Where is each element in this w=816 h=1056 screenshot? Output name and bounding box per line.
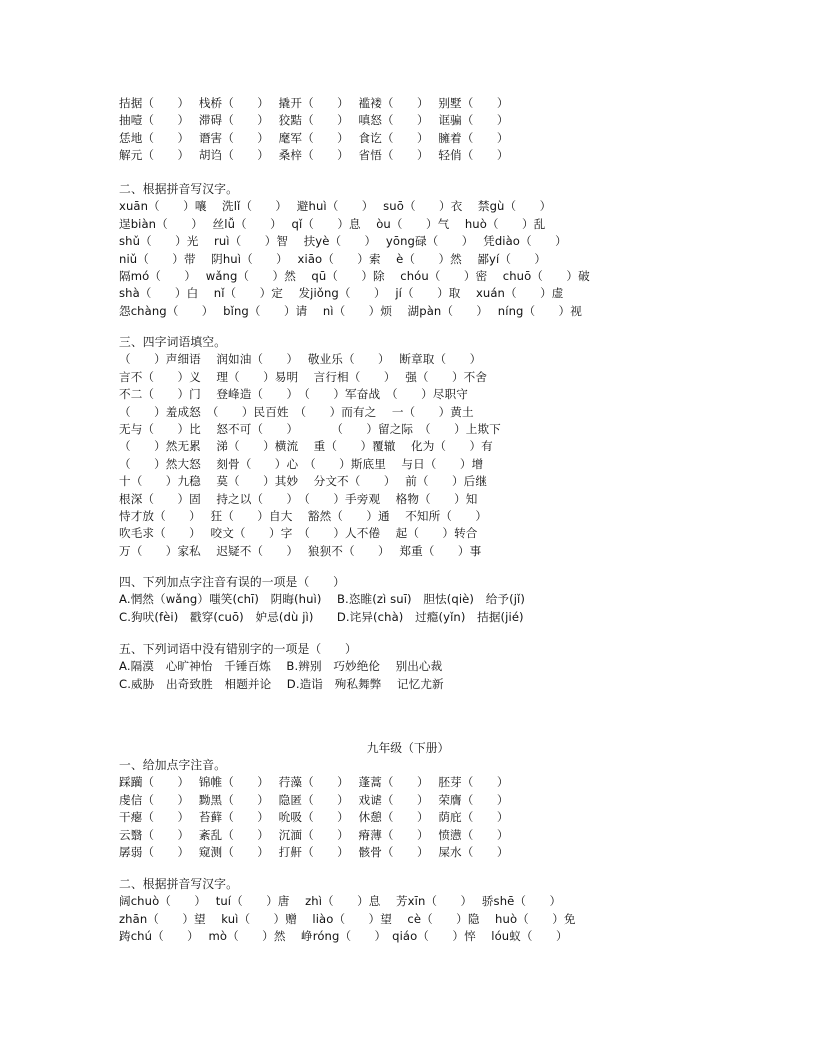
exercise-row: 隔mó（ ） wǎng（ ）然 qū（ ）除 chóu（ ）密 chuō（ ）破: [119, 268, 590, 283]
section-3-idiom-fill: [119, 334, 756, 560]
exercise-row: 言不（ ）义 理（ ）易明 言行相（ ） 强（ ）不舍: [119, 369, 488, 384]
exercise-row: 怨chàng（ ） bǐng（ ）请 nì（ ）烦 湖pàn（ ） níng（ ）视: [119, 303, 582, 318]
exercise-row: （ ）羞成怒 （ ）民百姓 （ ）而有之 一（ ）黄土: [119, 404, 474, 419]
question-stem: 四、下列加点字注音有误的一项是（ ）: [119, 575, 346, 589]
answer-options-row: A.惘然（wǎng）嗤笑(chī) 阴晦(huì) B.恣睢(zì suī) 胆怯(qiè) 给予(jǐ): [119, 592, 525, 607]
exercise-row: 拮据（ ） 栈桥（ ） 撬开（ ） 褴褛（ ） 别墅（ ）: [119, 96, 509, 110]
exercise-row: （ ）然大怒 刻骨（ ）心 （ ）斯底里 与日（ ）增: [119, 456, 484, 471]
exercise-row: 恁地（ ） 谮害（ ） 麾军（ ） 食讫（ ） 臃着（ ）: [119, 130, 509, 145]
exercise-row: （ ）然无累 涕（ ）横流 重（ ）覆辙 化为（ ）有: [119, 439, 493, 454]
exercise-row: 踩躏（ ） 锦帷（ ） 荇藻（ ） 蓬蒿（ ） 胚芽（ ）: [119, 775, 509, 790]
exercise-row: 阔chuò（ ） tuí（ ）唐 zhì（ ）息 芳xīn（ ） 骄shē（ ）: [119, 894, 562, 909]
section-4-pinyin-question: [119, 574, 756, 626]
answer-options-row: C.威胁 出奇致胜 相题并论 D.造诣 殉私舞弊 记忆尤新: [119, 676, 444, 691]
section-heading: 二、根据拼音写汉字。: [119, 182, 238, 196]
answer-options-row: C.狗吠(fèi) 戳穿(cuō) 妒忌(dù jì) D.诧异(chà) 过瘾(yǐn) 拮据(jié): [119, 609, 524, 624]
section-7-pinyin-to-chars: [119, 876, 756, 946]
exercise-row: 干瘪（ ） 苔藓（ ） 吮吸（ ） 休憩（ ） 荫庇（ ）: [119, 810, 509, 825]
section-5-typo-question: [119, 641, 756, 693]
section-2-pinyin-to-chars: [119, 181, 756, 320]
section-heading: 一、给加点字注音。: [119, 758, 227, 772]
exercise-row: 解元（ ） 胡诌（ ） 桑梓（ ） 省悟（ ） 轻俏（ ）: [119, 148, 509, 163]
section-6-char-pinyin-list: [119, 757, 756, 861]
exercise-row: （ ）声细语 润如油（ ） 敬业乐（ ） 断章取（ ）: [119, 352, 482, 367]
section-1-char-pinyin-list: [119, 95, 756, 165]
exercise-row: 云翳（ ） 紊乱（ ） 沉湎（ ） 瘠薄（ ） 愤懑（ ）: [119, 827, 509, 842]
exercise-row: 恃才放（ ） 狂（ ）自大 豁然（ ）通 不知所（ ）: [119, 508, 488, 523]
answer-options-row: A.隔漠 心旷神怡 千锤百炼 B.辨别 巧妙绝伦 别出心裁: [119, 659, 443, 674]
exercise-row: 万（ ）家私 迟疑不（ ） 狼狈不（ ） 郑重（ ）事: [119, 543, 482, 558]
exercise-row: 不二（ ）门 登峰造（ ） （ ）军奋战 （ ）尽职守: [119, 387, 468, 402]
exercise-row: zhān（ ）望 kuì（ ）赠 liào（ ）望 cè（ ）隐 huò（ ）免: [119, 911, 576, 926]
exercise-row: 吹毛求（ ） 咬文（ ）字 （ ）人不倦 起（ ）转合: [119, 526, 478, 541]
exercise-row: 根深（ ）固 持之以（ ） （ ）手旁观 格物（ ）知: [119, 491, 478, 506]
question-stem: 五、下列词语中没有错别字的一项是（ ）: [119, 642, 357, 656]
section-heading: 三、四字词语填空。: [119, 335, 227, 349]
exercise-row: 无与（ ）比 怒不可（ ） （ ）留之际 （ ）上欺下: [119, 421, 501, 436]
exercise-row: 抽噎（ ） 滞碍（ ） 狡黠（ ） 嗔怒（ ） 诓骗（ ）: [119, 113, 509, 128]
exercise-row: shà（ ）白 nǐ（ ）定 发jiǒng（ ） jí（ ）取 xuán（ ）虚: [119, 286, 564, 301]
exercise-row: niǔ（ ）带 阴huì（ ） xiāo（ ）索 è（ ）然 鄙yí（ ）: [119, 251, 547, 266]
section-heading: 二、根据拼音写汉字。: [119, 877, 238, 891]
exercise-row: shǔ（ ）光 ruì（ ）智 扶yè（ ） yōng碌（ ） 凭diào（ ）: [119, 234, 567, 249]
exercise-row: 逞biàn（ ） 丝lǚ（ ） qǐ（ ）息 òu（ ）气 huò（ ）乱: [119, 216, 546, 231]
part-title: 九年级（下册）: [366, 741, 450, 755]
exercise-row: 十（ ）九稳 莫（ ）其妙 分文不（ ） 前（ ）后继: [119, 474, 488, 489]
exercise-row: 孱弱（ ） 窥测（ ） 打鼾（ ） 骸骨（ ） 屎水（ ）: [119, 844, 509, 859]
exercise-row: xuān（ ）嚷 洗lǐ（ ） 避huì（ ） suō（ ）衣 禁gù（ ）: [119, 199, 552, 214]
exercise-row: 踌chú（ ） mò（ ）然 峥róng（ ） qiáo（ ）悴 lóu蚁（ ）: [119, 929, 568, 944]
exercise-row: 虔信（ ） 黝黑（ ） 隐匿（ ） 戏谑（ ） 荣膺（ ）: [119, 792, 509, 807]
